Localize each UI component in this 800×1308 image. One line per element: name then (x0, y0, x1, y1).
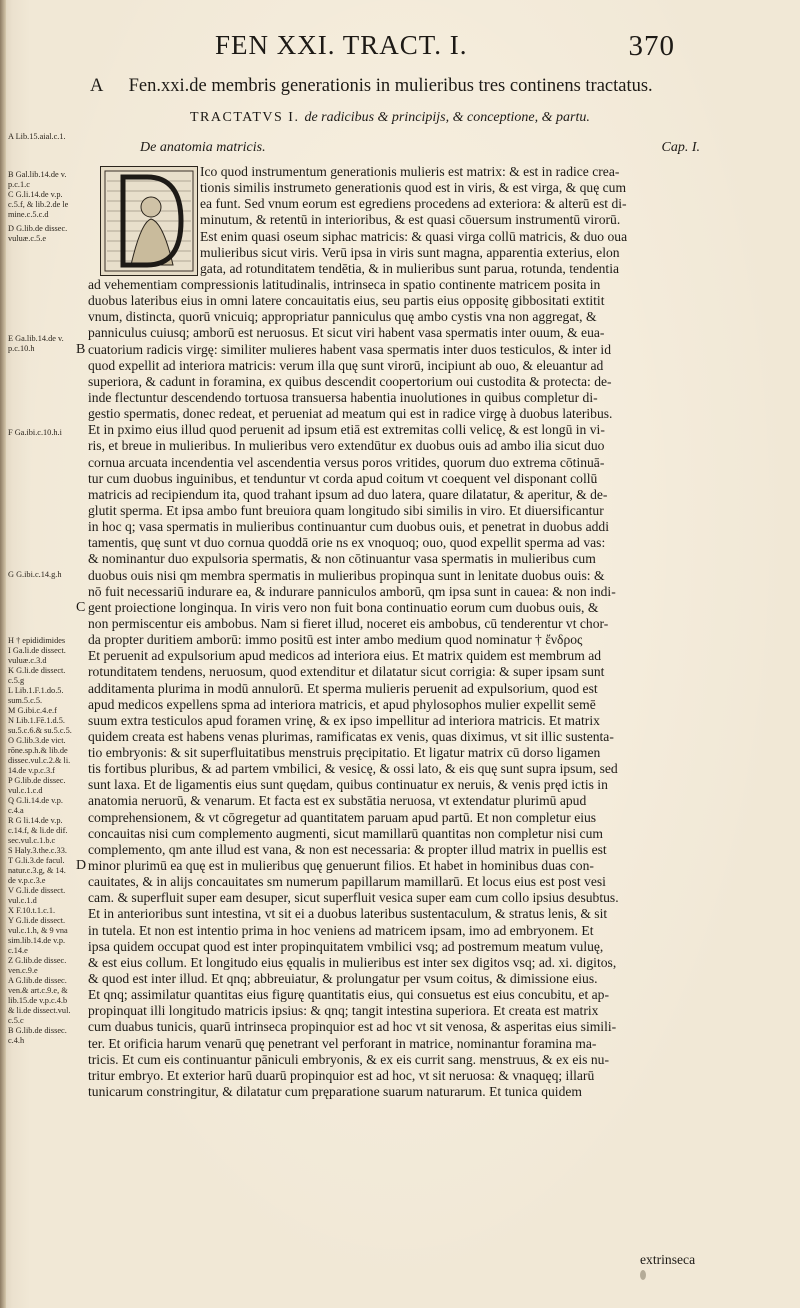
body-line: ea funt. Sed vnum eorum est egrediens procedens ad exteriora: & alterū est di- (200, 196, 627, 212)
body-line: tamentis, quę sunt vt duo cornua quoddā orie ns ex vnoquoq; ouo, quod expellit sperma ad vas: (88, 535, 606, 551)
body-line: cauitates, & in alijs concauitates sm numerum papillarum mamillarū. Et locus eius est post vesi (88, 874, 606, 890)
body-text (76, 164, 712, 1100)
running-head (215, 30, 675, 70)
body-line: cuatorium radicis virgę: similiter mulieres habent vasa spermatis inter duos testiculos, & inter id B (76, 341, 611, 357)
body-line: cornua arcuata incendentia vel ascendentia versus poros vritides, quorum duo extrema cōtinuā- (88, 454, 605, 470)
body-line: gent proiectione longinqua. In viris vero non fuit bona continuatio eorum cum duobus ouis, & C (76, 599, 599, 615)
body-line: tunicarum constringitur, & dilatatur cum pręparatione suarum naturarum. Et tunica quidem (88, 1084, 582, 1100)
body-line: cum duabus tunicis, quarū intrinseca propinquior est ad hoc vt sit venosa, & asperitas eius simili- (88, 1019, 617, 1035)
body-line: concauitas nisi cum complemento augmenti, sicut mamillarū quantitas non completur nisi cum (88, 825, 603, 841)
section-mark-a: A (90, 76, 104, 96)
body-line: tis fortibus pluribus, & ad partem vmbilici, & vesicę, & ossi lato, & eis quę sunt supra ipsum, sed (88, 761, 618, 777)
margin-note: F Ga.ibi.c.10.h.i (8, 428, 62, 437)
folio-number: 370 (628, 30, 675, 62)
body-line: apud medicos expellens spma ad interiora matricis, et apud phylosophos mulier expellit semē (88, 696, 596, 712)
chapter-title: Fen.xxi.de membris generationis in mulieribus tres continens tractatus. (128, 76, 653, 96)
body-line: matricis ad recipiendum ita, quod trahant ipsum ad duo latera, quare dilatatur, & aperitur, & de- (88, 486, 608, 502)
tractatus-subtitle: de radicibus & principijs, & conceptione, & partu. (304, 110, 590, 125)
body-line: tio embryonis: & sit superfluitatibus menstruis pręcipitatio. Et ligatur matrix cū dorso ligamen (88, 745, 601, 761)
body-line: Et in pximo eius illud quod peruenit ad ipsum etiā est extremitas colli velicę, & est longū in vi- (88, 422, 605, 438)
body-line: gestio spermatis, donec redeat, et perueniat ad meatum qui est in radice virgę à duobus lateribus. (88, 406, 613, 422)
body-line: Et peruenit ad expulsorium apud medicos ad interiora eius. Et matrix quidem est membrum ad (88, 648, 602, 664)
body-line: & nominantur duo expulsoria spermatis, & non cōtinuantur vasa spermatis in mulieribus cum (88, 551, 596, 567)
body-line: da propter duritiem amborū: immo positū est inter ambo medium quod nominatur † ἔνδρος (88, 632, 583, 648)
body-line: Et qnq; assimilatur quantitas eius figurę quantitatis eius, qui consuetus est eius concubitu, et ap- (88, 987, 609, 1003)
body-line: ter. Et orificia harum venarū quę penetrant vel perforant in matrice, nominantur foramina ma- (88, 1035, 597, 1051)
margin-note: D G.lib.de dissec. vuluæ.c.5.e (8, 224, 68, 243)
catchword: extrinseca (640, 1252, 696, 1267)
body-line: tionis similis instrumeto generationis quod est in viris, & est virga, & quę cum (200, 180, 627, 196)
body-line: minutum, & retentū in interioribus, & est quasi cōuersum instrumentū virorū. (200, 212, 621, 228)
body-line: additamenta plurima in modū annulorū. Et sperma mulieris peruenit ad expulsorium, quod est (88, 680, 598, 696)
page-gutter-edge (0, 0, 6, 1308)
body-line: comprehensionem, & vt cōgregetur ad quantitatem paruam apud partū. Et non completur eius (88, 809, 597, 825)
body-line: inde flectuntur descendendo tortuosa transuersa habentia inuolutiones in quibus completur di- (88, 389, 598, 405)
section-mark: B (76, 341, 86, 357)
body-line: Ico quod instrumentum generationis mulieris est matrix: & est in radice crea- (200, 164, 620, 179)
body-line: tur cum duobus inguinibus, et tenduntur vt corda apud coitum vt coequent vel disponant collū (88, 470, 598, 486)
body-line: non permiscentur eis ambobus. Nam si fieret illud, noceret eis ambobus, cū tenderentur vt chor- (88, 615, 609, 631)
body-line: duobus lateribus eius in omni latere concauitatis eius, seu partis eius oppositę gibbositati extitit (88, 293, 605, 309)
body-line: in hoc q; vasa spermatis in mulieribus continuantur cum duobus ouis, et penetrat in duobus addi (88, 519, 610, 535)
body-line: ris, et breue in mulieribus. In mulieribus vero extendūtur ex duobus ouis ad ambo ilia sicut duo (88, 438, 605, 454)
margin-note: G G.ibi.c.14.g.h (8, 570, 62, 579)
body-line: quidem creata est habens venas plurimas, ramificatas ex venis, quas diximus, vt sit illic sustenta- (88, 728, 614, 744)
ink-smudge (640, 1270, 646, 1280)
tractatus-heading (190, 110, 710, 126)
body-line: Et in anterioribus sunt intestina, vt sit ei a duobus lateribus sustentaculum, & stratus lenis, & sit (88, 906, 608, 922)
body-line: cam. & superfluit super eam desuper, sicut superfluit vesica super eam cum collo ipsius desubtus. (88, 890, 619, 906)
body-line: propinquat illi longitudo matricis ipsius: & qnq; tangit intestina superiora. Et creata est matrix (88, 1003, 599, 1019)
body-line: & quod est inter illud. Et qnq; abbreuiatur, & prolungatur per vsum coitus, & dimissione eius. (88, 971, 598, 987)
body-line: rotunditatem tendens, neruosum, quod extenditur et dilatatur sicut corrigia: & super ipsam sunt (88, 664, 605, 680)
body-line: mulieribus sicut viris. Verū ipsa in viris sunt magna, apparentia exterius, elon (200, 244, 620, 260)
body-line: sunt laxa. Et de ligamentis eius sunt quędam, quibus continuatur ex neruis, & venis pręd ictis in (88, 777, 608, 793)
body-line: ad vehementiam compressionis latitudinalis, intrinseca in spatio continente matricem posita in (88, 276, 601, 292)
body-line: quod expellit ad interiora matricis: verum illa quę sunt virorū, incipiunt ab ouo, & eleuantur ad (88, 357, 604, 373)
body-line: minor plurimū ea quę est in mulieribus quę genuerunt filios. Et habet in hominibus duas con- D (76, 858, 594, 874)
body-line: anatomia neruorū, & venarum. Et facta est ex substātia neruosa, vt extendatur plurimū apud (88, 793, 587, 809)
body-line: & est eius collum. Et longitudo eius ęqualis in mulieribus est inter sex digitos vsq; ad. xi. digitos, (88, 954, 617, 970)
body-line: vnum, distincta, quorū vnicuiq; appropriatur panniculus quę ambo cystis vna non aggregat, & (88, 309, 597, 325)
chapter-number: Cap. I. (661, 140, 700, 155)
margin-note: H † epididimides I Ga.li.de dissect. vuluæ.c.3.d K G.li.de dissect. c.5.g L Lib.1.F.1.do.5. sum.5.c.5. M G.ibi.c.4.e.f N Lib.1.Fē.1.d.5. su.5.c.6.& su.5.c.5. O G.lib.3.de vict. rōne.sp.h.& lib.de dissec.vul.c.2.& li. 14.de v.p.c.3.f P G.lib.de dissec. vul.c.1.c.d Q G.li.14.de v.p. c.4.a R G li.14.de v.p. c.14.f, & li.de dif. sec.vul.c.1.b.c S Haly.3.the.c.33. T G.li.3.de facul. natur.c.3.g, & 14. de v.p.c.3.e V G.li.de dissect. vul.c.1.d X F.10.t.1.c.1. Y G.li.de dissect. vul.c.1.h, & 9 vna sim.lib.14.de v.p. c.14.e Z G.lib.de dissec. ven.c.9.e A G.lib.de dissec. ven.& art.c.9.e, & lib.15.de v.p.c.4.b & li.de dissect.vul. c.5.c B G.lib.de dissec. c.4.h (8, 636, 72, 1045)
margin-note: E Ga.lib.14.de v. p.c.10.h (8, 334, 64, 353)
body-line: tritur embryo. Et exterior harū duarū propinquior est ad hoc, vt sit neruosa: & vnaquęq; illarū (88, 1067, 595, 1083)
tractatus-label: TRACTATVS I. (190, 110, 300, 125)
body-line: nō fuit necessariū indurare ea, & indurare panniculos amborū, qm ipsa sunt in cauea: & non indi- (88, 583, 616, 599)
margin-note: B Gal.lib.14.de v. p.c.1.c C G.li.14.de v.p. c.5.f, & lib.2.de le mine.c.5.c.d (8, 170, 69, 219)
chapter-title-line (90, 76, 710, 97)
subhead-title: De anatomia matricis. (140, 140, 266, 155)
chapter-subhead (140, 140, 700, 156)
body-line: duobus ouis nisi qm membra spermatis in mulieribus propinqua sunt in lenitate duobus ouis: & (88, 567, 605, 583)
margin-note: A Lib.15.aial.c.1. (8, 132, 66, 141)
body-line: superiora, & cadunt in foramina, ex quibus descendit coopertorium oui custodita & protecta: de- (88, 373, 612, 389)
running-head-text: FEN XXI. TRACT. I. (215, 30, 468, 60)
body-line: ipsa quidem occupat quod est inter propinquitatem vmbilici vsq; ad postremum meatum vuluę, (88, 938, 604, 954)
body-line: in tutela. Et non est intentio prima in hoc veniens ad matricem ipsam, imo ad embryonem. Et (88, 922, 594, 938)
body-line: suum extra testiculos apud foramen vrinę, & ex ipso impellitur ad interiora matricis. Et matrix (88, 712, 600, 728)
body-line: complemento, qm ante illud est vana, & non est necessaria: & propter illud matrix in puellis est (88, 841, 607, 857)
body-line: tricis. Et cum eis continuantur pāniculi embryonis, & ex eis currit sang. menstruus, & ex eis nu- (88, 1051, 609, 1067)
section-mark: C (76, 599, 86, 615)
section-mark: D (76, 858, 87, 874)
body-line: glutit sperma. Et ipsa ambo funt breuiora quam longitudo sibi similis in viro. Et diuersificantur (88, 502, 604, 518)
body-line: gata, ad rotunditatem tendētia, & in mulieribus sunt parua, rotunda, tendentia (200, 260, 620, 276)
body-line: Est enim quasi oseum siphac matricis: & quasi virga collū matricis, & duo oua (200, 228, 628, 244)
body-line: panniculus cuiusq; amborū est neruosus. Et sicut viri habent vasa spermatis inter ouum, & eua- (88, 325, 605, 341)
